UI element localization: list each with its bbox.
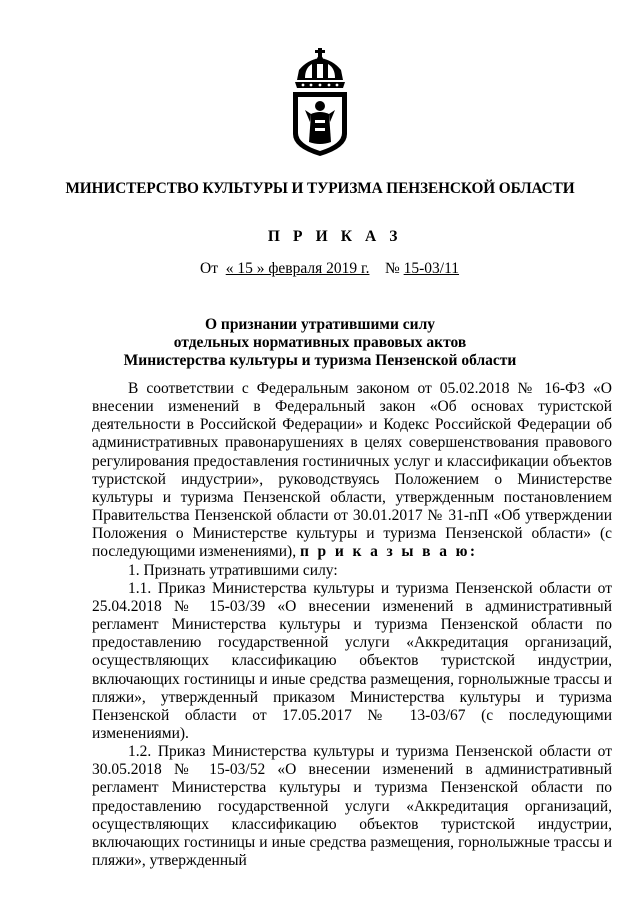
preamble-text: В соответствии с Федеральным законом от 05.02.2018 № 16-ФЗ «О внесении изменений в Федеральный закон «Об основах туристской деятельности в Российской Федерации» и Кодекс Российской Федерации об административных правонарушениях в целях совершенствования правового регулирования предоставления гостиничных услуг и классификации объектов туристской индустрии», руководствуясь Положением о Министерстве культуры и туризма Пензенской области, утвержденным постановлением Правительства Пензенской области от 30.01.2017 № 31-пП «Об утверждении Положения о Министерстве культуры и туризма Пензенской области» (с последующими изменениями), [92, 380, 612, 561]
order-date-number [200, 260, 500, 278]
item-1-1: 1.1. Приказ Министерства культуры и туризма Пензенской области от 25.04.2018 № 15-03/39 «О внесении изменений в административный регламент Министерства культуры и туризма Пензенской области по предоставлению государственной услуги «Аккредитация организаций, осуществляющих классификацию объектов туристской индустрии, включающих гостиницы и иные средства размещения, горнолыжные трассы и пляжи», утвержденный приказом Министерства культуры и туризма Пензенской области от 17.05.2017 № 13-03/67 (с последующими изменениями). [92, 579, 612, 742]
subject-line: О признании утратившими силу [204, 316, 436, 333]
item-1: 1. Признать утратившими силу: [128, 561, 338, 579]
item-1-2: 1.2. Приказ Министерства культуры и туризма Пензенской области от 30.05.2018 № 15-03/52 «О внесении изменений в административный регламент Министерства культуры и туризма Пензенской области по предоставлению государственной услуги «Аккредитация организаций, осуществляющих классификацию объектов туристской индустрии, включающих гостиницы и иные средства размещения, горнолыжные трассы и пляжи», утвержденный [92, 743, 612, 870]
penza-region-coat-of-arms-icon [285, 42, 355, 158]
date-prefix: От [200, 260, 218, 277]
subject-line: отдельных нормативных правовых актов [173, 334, 467, 352]
number-prefix: № [384, 260, 400, 277]
order-number: 15-03/11 [403, 260, 460, 277]
order-date: « 15 » февраля 2019 г. [225, 260, 370, 277]
decree-word: п р и к а з ы в а ю: [299, 543, 478, 561]
order-body [92, 380, 612, 870]
ministry-name: МИНИСТЕРСТВО КУЛЬТУРЫ И ТУРИЗМА ПЕНЗЕНСКОЙ ОБЛАСТИ [65, 180, 575, 197]
order-subject [60, 316, 580, 371]
preamble-paragraph [92, 380, 612, 562]
order-title: П Р И К А З [267, 228, 403, 245]
subject-line: Министерства культуры и туризма Пензенской области [123, 352, 517, 370]
